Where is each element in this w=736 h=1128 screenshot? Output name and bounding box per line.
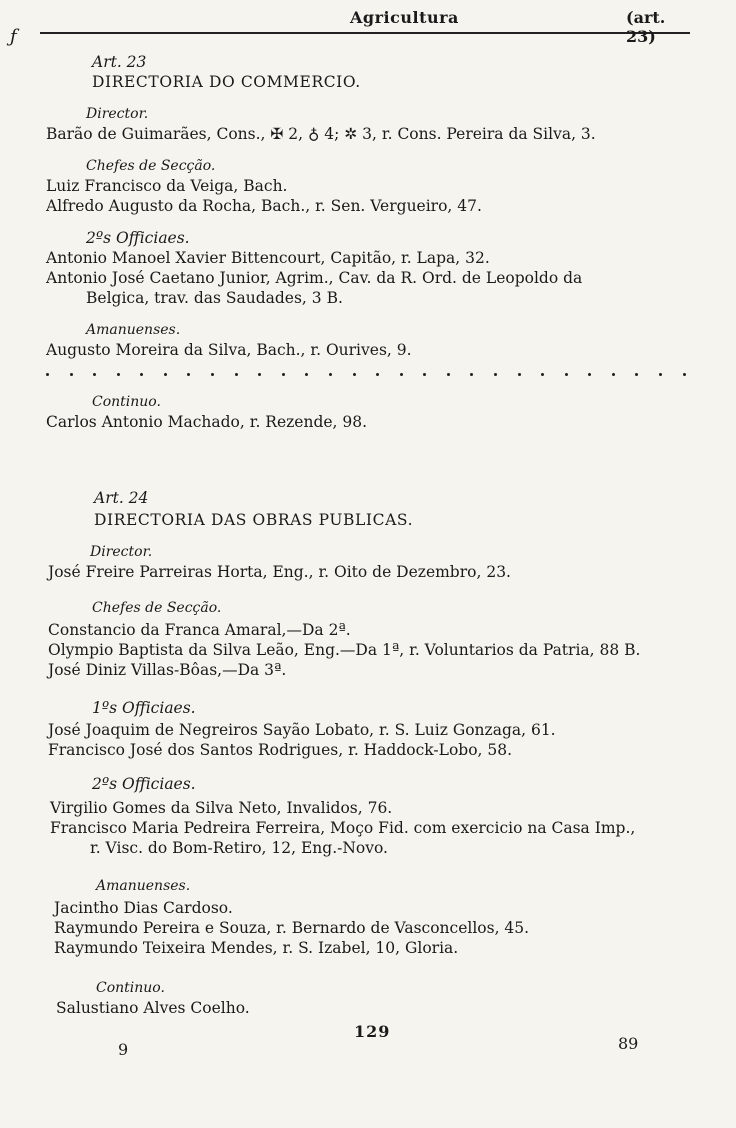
official-entry: Francisco José dos Santos Rodrigues, r. Haddock-Lobo, 58. [48, 741, 513, 759]
officiaes-label: 2ºs Officiaes. [86, 229, 190, 247]
amanuense-entry: Raymundo Teixeira Mendes, r. S. Izabel, 10, Gloria. [54, 939, 459, 957]
article-number: Art. 23 [92, 53, 147, 71]
director-label: Director. [86, 106, 149, 122]
director-entry: Barão de Guimarães, Cons., ✠ 2, ♁ 4; ✲ 3, r. Cons. Pereira da Silva, 3. [46, 125, 596, 143]
article-number: Art. 24 [94, 489, 149, 507]
footer-left-number: 9 [118, 1040, 129, 1059]
amanuenses-label: Amanuenses. [86, 322, 181, 338]
chefes-label: Chefes de Secção. [86, 158, 216, 174]
officiaes-label: 1ºs Officiaes. [92, 699, 196, 717]
continuo-label: Continuo. [92, 394, 161, 410]
director-entry: José Freire Parreiras Horta, Eng., r. Oito de Dezembro, 23. [48, 563, 511, 581]
official-entry: Francisco Maria Pedreira Ferreira, Moço Fid. com exercicio na Casa Imp., [50, 819, 636, 837]
officiaes-label: 2ºs Officiaes. [92, 775, 196, 793]
page-number: 129 [354, 1022, 391, 1041]
chefe-entry: Luiz Francisco da Veiga, Bach. [46, 177, 288, 195]
official-entry: Virgilio Gomes da Silva Neto, Invalidos, 76. [50, 799, 393, 817]
chefes-label: Chefes de Secção. [92, 600, 222, 616]
official-entry: Antonio Manoel Xavier Bittencourt, Capitão, r. Lapa, 32. [46, 249, 490, 267]
amanuenses-label: Amanuenses. [96, 878, 191, 894]
amanuense-entry: Jacintho Dias Cardoso. [54, 899, 233, 917]
director-label: Director. [90, 544, 153, 560]
header-title: Agricultura [350, 8, 459, 27]
official-entry-cont: r. Visc. do Bom-Retiro, 12, Eng.-Novo. [90, 839, 388, 857]
official-entry-cont: Belgica, trav. das Saudades, 3 B. [86, 289, 343, 307]
dotted-separator [46, 370, 686, 378]
continuo-entry: Carlos Antonio Machado, r. Rezende, 98. [46, 413, 368, 431]
chefe-entry: Olympio Baptista da Silva Leão, Eng.—Da 1ª, r. Voluntarios da Patria, 88 B. [48, 641, 641, 659]
official-entry: José Joaquim de Negreiros Sayão Lobato, r. S. Luiz Gonzaga, 61. [48, 721, 556, 739]
footer-right-number: 89 [618, 1034, 639, 1053]
section-title: DIRECTORIA DAS OBRAS PUBLICAS. [94, 511, 414, 529]
margin-mark: ƒ [10, 26, 17, 47]
amanuense-entry: Augusto Moreira da Silva, Bach., r. Ourives, 9. [46, 341, 412, 359]
section-title: DIRECTORIA DO COMMERCIO. [92, 73, 361, 91]
header-article-ref: (art. 23) [626, 8, 666, 46]
chefe-entry: Constancio da Franca Amaral,—Da 2ª. [48, 621, 351, 639]
official-entry: Antonio José Caetano Junior, Agrim., Cav. da R. Ord. de Leopoldo da [46, 269, 583, 287]
amanuense-entry: Raymundo Pereira e Souza, r. Bernardo de Vasconcellos, 45. [54, 919, 530, 937]
chefe-entry: José Diniz Villas-Bôas,—Da 3ª. [48, 661, 287, 679]
continuo-entry: Salustiano Alves Coelho. [56, 999, 250, 1017]
running-header [40, 6, 690, 46]
chefe-entry: Alfredo Augusto da Rocha, Bach., r. Sen. Vergueiro, 47. [46, 197, 482, 215]
continuo-label: Continuo. [96, 980, 165, 996]
